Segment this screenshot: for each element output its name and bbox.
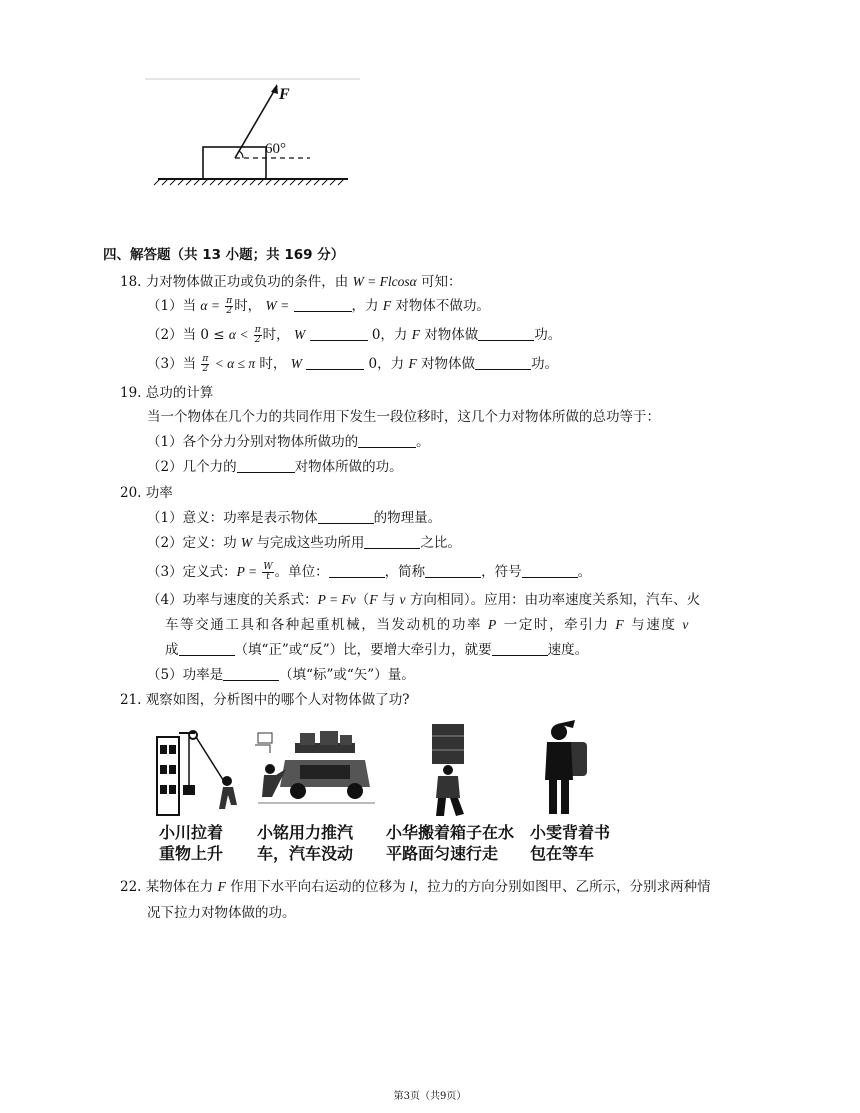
- text: 对物体不做功。: [395, 298, 490, 314]
- math: P: [488, 617, 498, 632]
- answer-blank[interactable]: [478, 326, 534, 341]
- math: < α ≤ π: [214, 356, 256, 371]
- q22-line1: [120, 878, 711, 896]
- text: （1）各个分力分别对物体所做功的: [147, 434, 359, 450]
- force-diagram: [140, 70, 360, 190]
- text: 0，力: [368, 356, 405, 372]
- text: （4）功率与速度的关系式：: [147, 592, 318, 608]
- answer-blank[interactable]: [364, 534, 420, 549]
- text: 时，: [262, 327, 290, 343]
- q20-item4-line1: [147, 591, 700, 609]
- math: W =: [265, 298, 290, 313]
- q20-item5: [147, 666, 415, 684]
- q19-item2: [147, 458, 403, 476]
- text: （3）定义式：: [147, 564, 237, 580]
- text: （1）意义：功率是表示物体: [147, 510, 318, 526]
- math: W: [293, 327, 306, 342]
- math: F: [408, 356, 417, 371]
- caption-3: [386, 822, 514, 864]
- caption-line: 小铭用力推汽: [257, 823, 354, 842]
- text: （填“标”或“矢”）量。: [279, 667, 415, 683]
- answer-blank[interactable]: [237, 458, 295, 473]
- math: l: [409, 879, 414, 894]
- answer-blank[interactable]: [492, 641, 548, 656]
- numerator: π: [226, 296, 233, 306]
- math: α <: [228, 327, 249, 342]
- text: 与完成这些功所用: [256, 535, 365, 551]
- q20-title: 20. 功率: [120, 485, 173, 501]
- fraction-pi-over-2: [201, 355, 209, 374]
- text: 。: [416, 434, 430, 450]
- caption-4: [530, 822, 610, 864]
- answer-blank[interactable]: [179, 641, 235, 656]
- text: 之比。: [420, 535, 461, 551]
- answer-blank[interactable]: [329, 563, 385, 578]
- math: F: [411, 327, 420, 342]
- fraction-w-over-t: [262, 563, 273, 582]
- text: ，拉力的方向分别如图甲、乙所示，分别求两种情: [413, 879, 711, 895]
- text: （: [355, 592, 370, 608]
- q22-line2: 况下拉力对物体做的功。: [147, 905, 296, 921]
- q18-stem-text: 18. 力对物体做正功或负功的条件，由: [120, 274, 349, 290]
- text: （填“正”或“反”）比，要增大牵引力，就要: [234, 642, 492, 658]
- text: 与: [381, 592, 396, 608]
- text: 作用下水平向右运动的位移为: [230, 879, 406, 895]
- text: 功。: [530, 356, 558, 372]
- math: W: [290, 356, 302, 371]
- q18-item1: [147, 297, 490, 316]
- text: 对物体做: [424, 327, 479, 343]
- work-formula: W = Flcosα: [352, 274, 417, 289]
- answer-blank[interactable]: [425, 563, 481, 578]
- caption-line: 小川拉着: [159, 823, 224, 842]
- answer-blank[interactable]: [294, 297, 352, 312]
- illustration-pulling-weight: [155, 725, 245, 820]
- math: F: [217, 879, 226, 894]
- denominator: t: [266, 572, 270, 582]
- text: （5）功率是: [147, 667, 224, 683]
- caption-line: 重物上升: [159, 844, 224, 863]
- text: ，符号: [481, 564, 522, 580]
- illustration-pushing-car: [250, 725, 380, 820]
- text: 的物理量。: [373, 510, 442, 526]
- text: 车等交通工具和各种起重机械，当发动机的功率: [165, 617, 483, 633]
- answer-blank[interactable]: [358, 433, 416, 448]
- force-label: F: [279, 86, 290, 103]
- text: 时，: [234, 298, 262, 314]
- math: P = Fv: [317, 592, 356, 607]
- answer-blank[interactable]: [310, 326, 368, 341]
- answer-blank[interactable]: [223, 666, 279, 681]
- math: F: [369, 592, 378, 607]
- math: α =: [200, 298, 220, 313]
- q19-item1: [147, 433, 430, 451]
- text: （2）几个力的: [147, 459, 237, 475]
- answer-blank[interactable]: [475, 355, 531, 370]
- math: W: [240, 535, 253, 550]
- denominator: 2: [202, 364, 209, 374]
- text: 。: [577, 564, 592, 580]
- text: 对物体做: [420, 356, 475, 372]
- q20-item1: [147, 509, 441, 527]
- q20-item3: [147, 563, 591, 582]
- illustration-carrying-box: [420, 722, 480, 822]
- q18-stem: [120, 273, 462, 291]
- text: 时，: [259, 356, 287, 372]
- text: ，力: [351, 298, 379, 314]
- q19-title: 19. 总功的计算: [120, 385, 214, 401]
- text: 。单位：: [274, 564, 329, 580]
- text: 一定时，牵引力: [503, 617, 610, 633]
- numerator: π: [202, 354, 209, 364]
- caption-line: 车，汽车没动: [257, 844, 354, 863]
- q20-item4-line2: [165, 616, 690, 634]
- caption-1: [159, 822, 223, 864]
- caption-2: [257, 822, 353, 864]
- math: F: [615, 617, 626, 632]
- angle-label: 60°: [265, 141, 286, 157]
- text: （1）当: [147, 298, 197, 314]
- math: v: [399, 592, 406, 607]
- text: 0，力: [371, 327, 408, 343]
- math: F: [382, 298, 392, 313]
- numerator: W: [263, 562, 273, 572]
- q18-item2: [147, 326, 561, 345]
- text: 方向相同）。应用：由功率速度关系知，汽车、火: [409, 592, 701, 608]
- caption-line: 小华搬着箱子在水: [386, 823, 515, 842]
- q19-intro: 当一个物体在几个力的共同作用下发生一段位移时，这几个力对物体所做的总功等于：: [147, 409, 660, 425]
- section-heading: 四、解答题（共 13 小题；共 169 分）: [103, 247, 345, 263]
- illustration-backpack-waiting: [535, 720, 595, 820]
- q18-item3: [147, 355, 558, 374]
- fraction-pi-over-2: [254, 326, 262, 345]
- q20-item2: [147, 534, 461, 552]
- text: 功。: [534, 327, 562, 343]
- block: [203, 147, 266, 179]
- answer-blank[interactable]: [522, 563, 578, 578]
- text: （2）定义：功: [147, 535, 237, 551]
- denominator: 2: [254, 335, 261, 345]
- text: ，简称: [384, 564, 426, 580]
- q20-item4-line3: [165, 641, 588, 659]
- text: （3）当: [147, 356, 197, 372]
- text: 成: [165, 642, 179, 658]
- text: 对物体所做的功。: [294, 459, 403, 475]
- text: （2）当 0 ≤: [147, 327, 225, 343]
- numerator: π: [254, 325, 261, 335]
- math: v: [682, 617, 690, 632]
- fraction-pi-over-2: [225, 297, 233, 316]
- text: 速度。: [547, 642, 589, 658]
- q18-stem-tail: 可知：: [421, 274, 462, 290]
- q21-stem: 21. 观察如图，分析图中的哪个人对物体做了功?: [120, 692, 410, 708]
- math: P =: [236, 564, 258, 579]
- denominator: 2: [226, 306, 233, 316]
- text: 22. 某物体在力: [120, 879, 214, 895]
- caption-line: 包在等车: [530, 844, 595, 863]
- answer-blank[interactable]: [306, 355, 364, 370]
- text: 与速度: [631, 617, 677, 633]
- answer-blank[interactable]: [318, 509, 374, 524]
- page-footer: 第3页（共9页）: [393, 1091, 467, 1102]
- caption-line: 平路面匀速行走: [386, 844, 499, 863]
- caption-line: 小雯背着书: [530, 823, 611, 842]
